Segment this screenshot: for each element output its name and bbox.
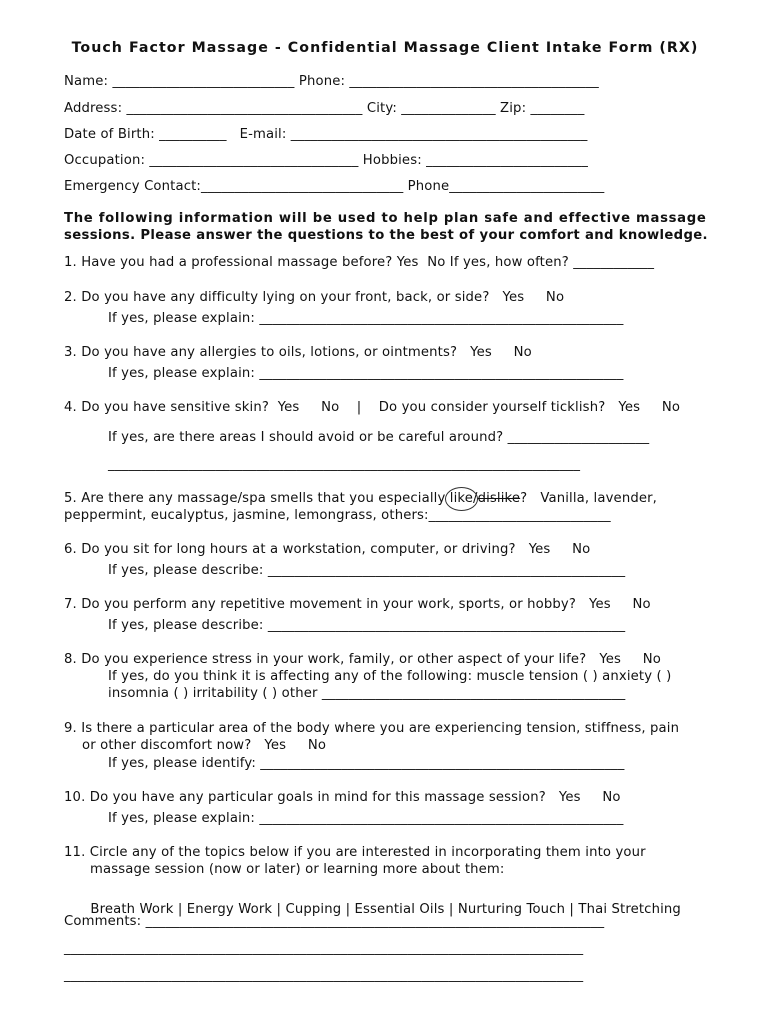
question-7[interactable]: 7. Do you perform any repetitive movement in your work, sports, or hobby? Yes No (64, 597, 651, 612)
question-3[interactable]: 3. Do you have any allergies to oils, lotions, or ointments? Yes No (64, 345, 532, 360)
question-5[interactable] (64, 491, 657, 507)
question-9-identify-field[interactable]: If yes, please identify: ______________________________________________________ (108, 756, 625, 771)
topic-thai-stretching[interactable]: Thai Stretching (578, 902, 681, 917)
like-circled-answer: like (449, 491, 473, 506)
question-5-text: 5. Are there any massage/spa smells that you especially (64, 491, 450, 506)
question-4-extra-line[interactable]: ______________________________________________________________________ (108, 457, 581, 472)
topic-divider: | (272, 902, 286, 917)
comments-field[interactable]: Comments: ____________________________________________________________________ (64, 914, 605, 929)
topic-essential-oils[interactable]: Essential Oils (354, 902, 445, 917)
intro-line-2: sessions. Please answer the questions to the best of your comfort and knowledge. (64, 228, 708, 243)
question-2[interactable]: 2. Do you have any difficulty lying on your front, back, or side? Yes No (64, 290, 565, 305)
topic-cupping[interactable]: Cupping (285, 902, 342, 917)
question-7-describe-field[interactable]: If yes, please describe: _____________________________________________________ (108, 618, 626, 633)
question-11: 11. Circle any of the topics below if you are interested in incorporating them into your (64, 845, 646, 860)
comments-line-2[interactable]: _____________________________________________________________________________ (64, 968, 584, 983)
name-phone-field[interactable]: Name: ___________________________ Phone: _____________________________________ (64, 74, 599, 89)
form-title: Touch Factor Massage - Confidential Massage Client Intake Form (RX) (71, 40, 699, 56)
topic-nurturing-touch[interactable]: Nurturing Touch (457, 902, 566, 917)
emergency-contact-field[interactable]: Emergency Contact:______________________________ Phone_______________________ (64, 179, 605, 194)
question-10[interactable]: 10. Do you have any particular goals in mind for this massage session? Yes No (64, 790, 621, 805)
question-9[interactable]: 9. Is there a particular area of the body where you are experiencing tension, stiffness, pain (64, 721, 680, 736)
address-city-zip-field[interactable]: Address: ___________________________________ City: ______________ Zip: ________ (64, 101, 585, 116)
topic-divider: | (565, 902, 579, 917)
question-4-explain-field[interactable]: If yes, are there areas I should avoid or be careful around? _____________________ (108, 430, 650, 445)
question-1[interactable]: 1. Have you had a professional massage before? Yes No If yes, how often? ____________ (64, 255, 655, 270)
intro-line-1: The following information will be used to help plan safe and effective massage (64, 211, 707, 226)
question-11-continued: massage session (now or later) or learning more about them: (90, 862, 505, 877)
topic-divider: | (173, 902, 187, 917)
slash-separator: / (472, 491, 478, 506)
question-8-other-field[interactable]: insomnia ( ) irritability ( ) other _____________________________________________ (108, 686, 626, 701)
question-10-explain-field[interactable]: If yes, please explain: ______________________________________________________ (108, 811, 624, 826)
topic-energy-work[interactable]: Energy Work (186, 902, 273, 917)
question-6[interactable]: 6. Do you sit for long hours at a workstation, computer, or driving? Yes No (64, 542, 591, 557)
dislike-struck-answer: dislike (477, 491, 521, 506)
question-3-explain-field[interactable]: If yes, please explain: ______________________________________________________ (108, 366, 624, 381)
topic-breath-work[interactable]: Breath Work (90, 902, 174, 917)
question-5-others-field[interactable]: peppermint, eucalyptus, jasmine, lemongrass, others:___________________________ (64, 508, 611, 523)
topic-divider: | (341, 902, 355, 917)
topic-divider: | (444, 902, 458, 917)
question-2-explain-field[interactable]: If yes, please explain: ______________________________________________________ (108, 311, 624, 326)
question-6-describe-field[interactable]: If yes, please describe: _____________________________________________________ (108, 563, 626, 578)
question-9-continued[interactable]: or other discomfort now? Yes No (82, 738, 327, 753)
question-8-symptoms[interactable]: If yes, do you think it is affecting any of the following: muscle tension ( ) anxiety ( ) (108, 669, 672, 684)
question-4[interactable]: 4. Do you have sensitive skin? Yes No | Do you consider yourself ticklish? Yes No (64, 400, 681, 415)
occupation-hobbies-field[interactable]: Occupation: _______________________________ Hobbies: ________________________ (64, 153, 588, 168)
question-5-scents: ? Vanilla, lavender, (520, 491, 658, 506)
dob-email-field[interactable]: Date of Birth: __________ E-mail: ____________________________________________ (64, 127, 588, 142)
question-8[interactable]: 8. Do you experience stress in your work, family, or other aspect of your life? Yes No (64, 652, 661, 667)
comments-line-1[interactable]: _____________________________________________________________________________ (64, 941, 584, 956)
